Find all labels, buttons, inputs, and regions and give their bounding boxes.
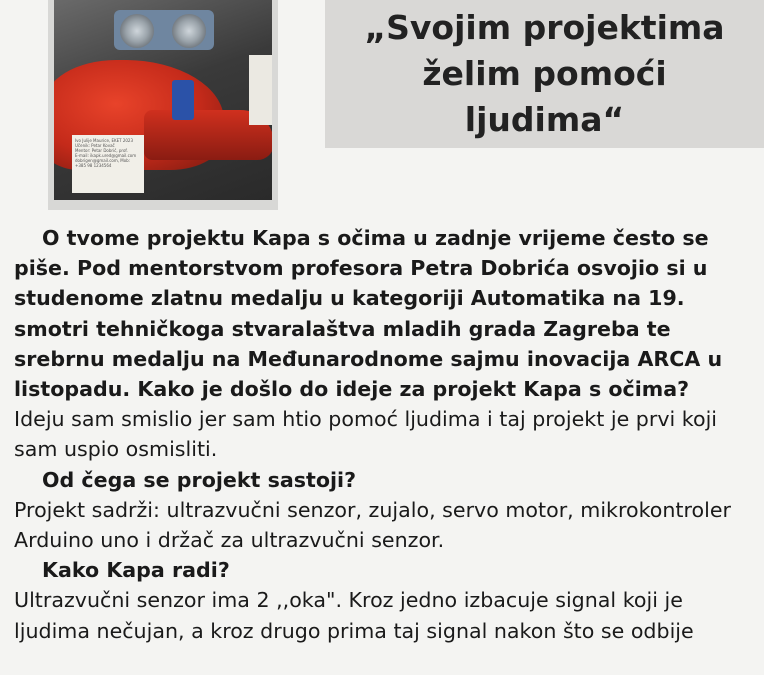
title-box <box>325 0 764 148</box>
servo-motor <box>172 80 194 120</box>
project-photo <box>54 0 272 200</box>
label-line: E-mail: ikapk.ured@gmail.com <box>75 153 137 158</box>
label-line: Učenik: Petar Kovač <box>75 143 115 148</box>
label-line: +385 98 1234564 <box>75 163 112 168</box>
label-line: Mentor: Petar Dobrić, prof. <box>75 148 128 153</box>
answer-2: Projekt sadrži: ultrazvučni senzor, zujalo, servo motor, mikrokontroler Arduino uno i držač za ultrazvučni senzor. <box>14 497 731 553</box>
sensor-eye-left <box>120 14 154 48</box>
photo-frame <box>48 0 278 210</box>
question-1: O tvome projektu Kapa s očima u zadnje vrijeme često se piše. Pod mentorstvom profesora Petra Dobrića osvojio si u studenome zlatnu medalju u kategoriji Automatika na 19. smotri tehničkoga stvaralaštva mladih grada Zagreba te srebrnu medalju na Međunarodnome sajmu inovacija ARCA u listopadu. Kako je došlo do ideje za projekt Kapa s očima? <box>14 226 723 402</box>
paper-note <box>249 55 272 125</box>
article-title: „Svojim projektima želim pomoći ljudima“ <box>364 8 725 139</box>
sensor-eye-right <box>172 14 206 48</box>
label-line: Ivo Julije Maurice, EKET 2023 <box>75 138 134 143</box>
answer-1: Ideju sam smislio jer sam htio pomoć ljudima i taj projekt je prvi koji sam uspio osmisliti. <box>14 407 718 462</box>
label-line: dobrigen@gmail.com, Mob: <box>75 158 131 163</box>
interview-body <box>14 223 759 646</box>
answer-3: Ultrazvučni senzor ima 2 ,,oka". Kroz jedno izbacuje signal koji je ljudima nečujan, a kroz drugo prima taj signal nakon što se odbije <box>14 588 694 643</box>
question-3: Kako Kapa radi? <box>42 558 230 583</box>
question-2: Od čega se projekt sastoji? <box>42 467 357 492</box>
project-label-card <box>72 135 144 193</box>
